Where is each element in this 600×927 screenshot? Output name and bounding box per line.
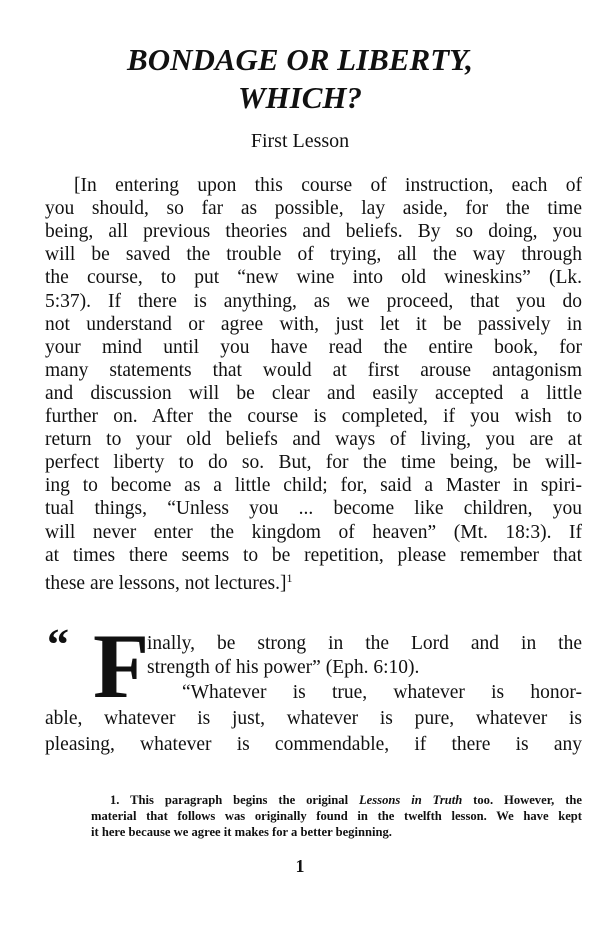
chapter-title-line-2: WHICH? <box>237 80 363 115</box>
intro-line: will never enter the kingdom of heaven” (Mt. 18:3). If <box>45 521 582 543</box>
body-line: “Whatever is true, whatever is honor- <box>182 682 582 703</box>
body-line: pleasing, whatever is commendable, if there is any <box>45 734 582 755</box>
footnote-reference[interactable]: 1 <box>286 570 293 585</box>
intro-line: not understand or agree with, just let it be passively in <box>45 313 582 335</box>
intro-line: further on. After the course is completed, if you wish to <box>45 406 582 427</box>
page-number: 1 <box>295 856 305 876</box>
footnote-line: it here because we agree it makes for a better beginning. <box>91 825 392 839</box>
intro-line: you should, so far as possible, lay aside, for the time <box>45 198 582 220</box>
footnote-line: material that follows was originally found in the twelfth lesson. We have kept <box>91 809 582 823</box>
intro-line: and discussion will be clear and easily accepted a little <box>45 382 582 404</box>
intro-line: perfect liberty to do so. But, for the time being, be will- <box>45 452 582 474</box>
intro-line: 5:37). If there is anything, as we proceed, that you do <box>45 290 582 312</box>
footnote-text: 1. This paragraph begins the original Lessons in Truth too. However, the <box>110 793 582 807</box>
intro-line: your mind until you have read the entire book, for <box>45 336 582 358</box>
intro-line: return to your old beliefs and ways of living, you are at <box>45 429 582 451</box>
intro-line: many statements that would at first arouse antagonism <box>45 359 582 381</box>
opening-quote-mark: “ <box>47 620 69 669</box>
drop-cap: F <box>93 615 150 717</box>
intro-line: ing to become as a little child; for, said a Master in spiri- <box>45 475 582 497</box>
intro-line: these are lessons, not lectures.]$^1$ <box>45 570 293 594</box>
footnote-line <box>110 792 582 808</box>
intro-line: being, all previous theories and beliefs. By so doing, you <box>45 221 582 243</box>
body-line: strength of his power” (Eph. 6:10). <box>147 657 420 678</box>
lesson-subtitle: First Lesson <box>250 130 350 152</box>
intro-line: [In entering upon this course of instruction, each of <box>74 175 582 196</box>
body-line: inally, be strong in the Lord and in the <box>147 633 582 654</box>
chapter-title-line-1: BONDAGE OR LIBERTY, <box>127 42 473 77</box>
intro-line: the course, to put “new wine into old wineskins” (Lk. <box>45 267 582 289</box>
intro-line: at times there seems to be repetition, please remember that <box>45 544 582 566</box>
body-line: able, whatever is just, whatever is pure, whatever is <box>45 708 582 729</box>
intro-line: will be saved the trouble of trying, all the way through <box>45 244 582 266</box>
intro-line: tual things, “Unless you ... become like children, you <box>45 498 582 520</box>
book-title: Lessons in Truth <box>358 793 463 807</box>
